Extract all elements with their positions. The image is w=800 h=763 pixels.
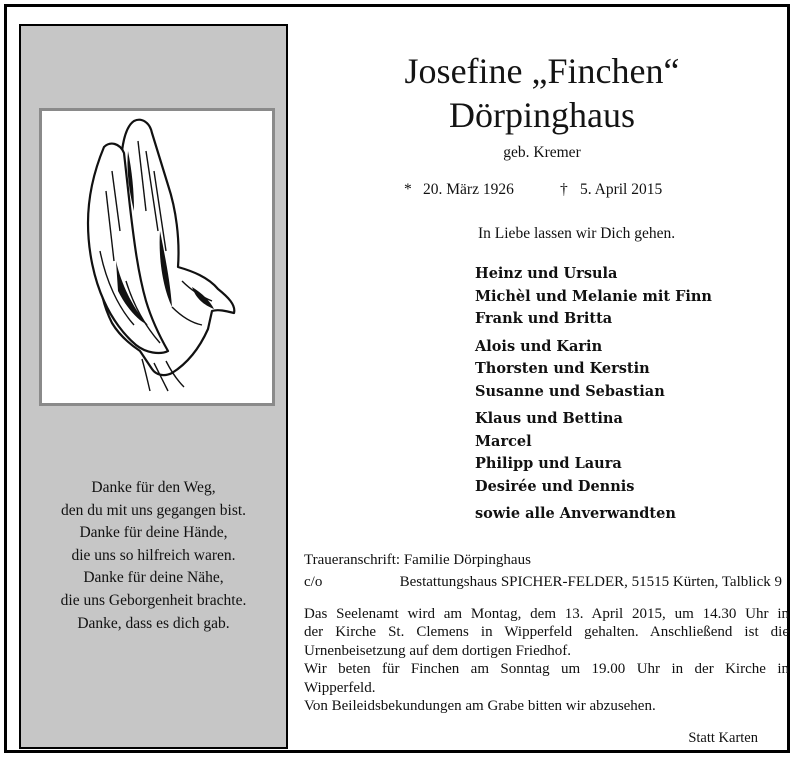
death-date: 5. April 2015	[580, 181, 663, 198]
birth-symbol: *	[404, 181, 412, 198]
praying-hands-icon	[42, 111, 272, 403]
service-info	[304, 605, 789, 715]
motto: In Liebe lassen wir Dich gehen.	[478, 225, 676, 242]
sidebar-panel	[19, 24, 288, 749]
mourner: Frank und Britta	[475, 310, 613, 327]
mourner: Michèl und Melanie mit Finn	[475, 287, 712, 305]
info-line: Urnenbeisetzung auf dem dortigen Friedhof.	[304, 642, 572, 659]
info-line: Von Beileidsbekundungen am Grabe bitten wir abzusehen.	[304, 698, 656, 715]
deceased-name	[292, 49, 792, 137]
mourner: Philipp und Laura	[475, 455, 622, 472]
info-line: Das Seelenamt wird am Montag, dem 13. April 2015, um 14.30 Uhr in	[304, 606, 789, 622]
birth-date: 20. März 1926	[423, 181, 514, 198]
obituary-frame	[4, 4, 790, 753]
main-column	[292, 7, 792, 752]
maiden-name: geb. Kremer	[503, 144, 581, 161]
mourning-address	[304, 549, 782, 593]
name-first: Josefine „Finchen“	[404, 51, 680, 91]
poem-line: Danke, dass es dich gab.	[77, 614, 230, 632]
mourner: Heinz und Ursula	[475, 265, 618, 282]
poem-line: die uns so hilfreich waren.	[71, 546, 236, 564]
statt-karten-note: Statt Karten	[688, 730, 758, 746]
death-symbol: †	[560, 181, 568, 198]
poem-line: den du mit uns gegangen bist.	[60, 501, 247, 519]
poem-line: Danke für deine Hände,	[79, 524, 228, 542]
address-funeral-home: Bestattungshaus SPICHER-FELDER, 51515 Kürten, Talblick 9	[399, 574, 782, 590]
mourner: Marcel	[475, 432, 532, 450]
poem	[21, 477, 286, 635]
poem-line: Danke für den Weg,	[91, 479, 216, 496]
mourner: Klaus und Bettina	[475, 410, 623, 427]
mourners-list	[475, 263, 712, 526]
info-line: der Kirche St. Clemens in Wipperfeld gehalten. Anschließend ist die	[304, 624, 789, 641]
mourner: Desirée und Dennis	[475, 477, 635, 495]
mourners-closing: sowie alle Anverwandten	[475, 505, 676, 522]
address-line: Traueranschrift: Familie Dörpinghaus	[304, 552, 531, 568]
poem-line: Danke für deine Nähe,	[83, 569, 224, 587]
mourner: Susanne und Sebastian	[475, 382, 665, 400]
name-last: Dörpinghaus	[449, 95, 635, 135]
address-line	[304, 571, 782, 593]
info-line: Wipperfeld.	[304, 679, 376, 696]
praying-hands-image	[39, 108, 275, 406]
address-co: c/o	[304, 574, 323, 590]
mourner: Thorsten und Kerstin	[475, 360, 650, 377]
mourner: Alois und Karin	[475, 337, 603, 355]
poem-line: die uns Geborgenheit brachte.	[60, 591, 247, 609]
info-line: Wir beten für Finchen am Sonntag um 19.00 Uhr in der Kirche in	[304, 661, 789, 678]
